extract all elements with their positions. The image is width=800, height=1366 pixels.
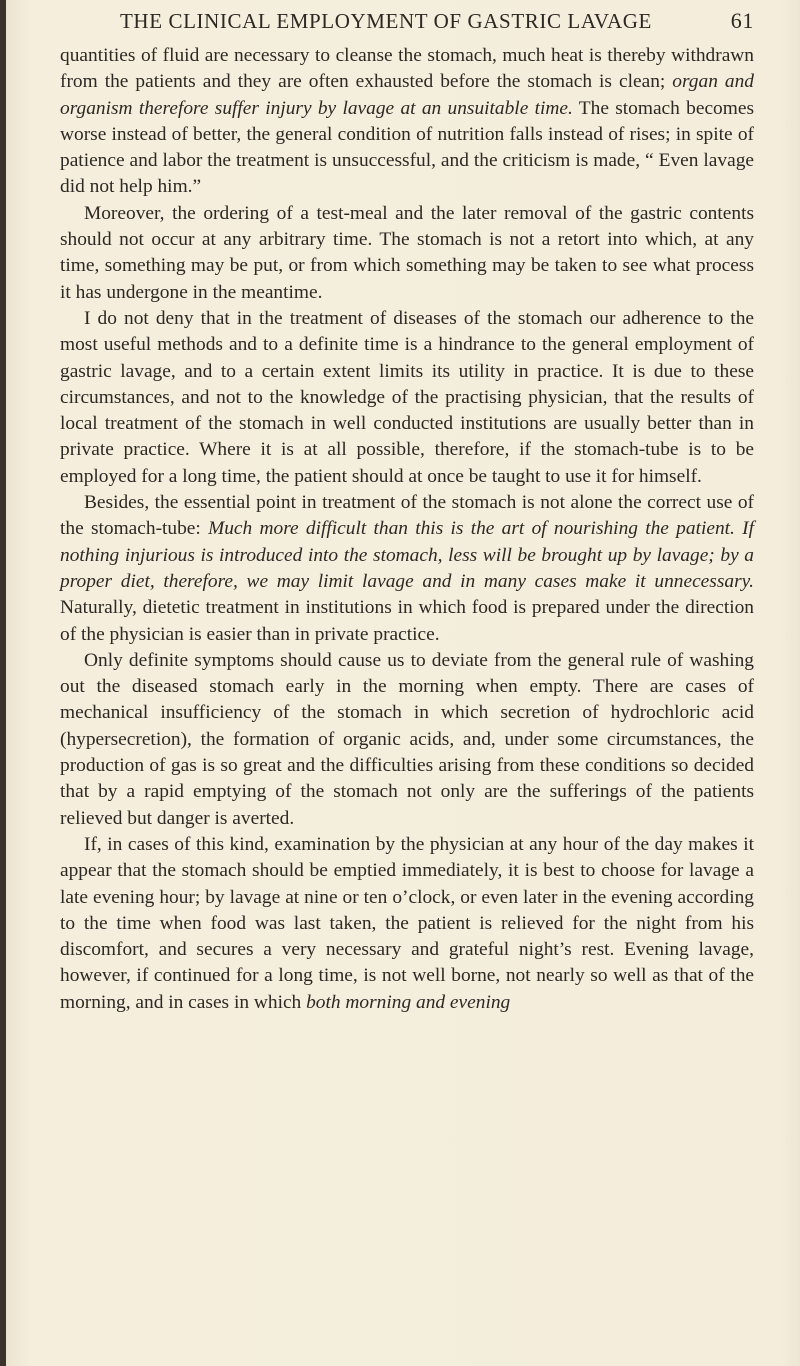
running-header bbox=[60, 8, 754, 34]
running-title: THE CLINICAL EMPLOYMENT OF GASTRIC LAVAGE bbox=[120, 9, 652, 33]
paragraph bbox=[60, 306, 754, 490]
paragraph bbox=[60, 832, 754, 1016]
paragraph-text: If, in cases of this kind, examination by the physician at any hour of the day makes it appear that the stomach should be emptied immediately, it is best to choose for lavage a late evening hour; by lavage at nine or ten o’clock, or even later in the evening according to the time when food was last taken, the patient is relieved for the night from his discomfort, and secures a very necessary and grateful night’s rest. Evening lavage, however, if continued for a long time, is not well borne, not nearly so well as that of the morning, and in cases in which bbox=[60, 833, 754, 1013]
emphasis-text: organ and organism therefore suffer injury by lavage at an unsuitable time. bbox=[60, 71, 754, 119]
paragraph-text: quantities of fluid are necessary to cleanse the stomach, much heat is thereby withdrawn from the patients and they are often exhausted before the stomach is clean; bbox=[60, 45, 754, 93]
paragraph-text: I do not deny that in the treatment of diseases of the stomach our adherence to the most useful methods and to a definite time is a hindrance to the general employment of gastric lavage, and to a certain extent limits its utility in practice. It is due to these circumstances, and not to the knowledge of the practising physician, that the results of local treatment of the stomach in well conducted institutions are usually better than in private practice. Where it is at all possible, therefore, if the stomach-tube is to be employed for a long time, the patient should at once be taught to use it for himself. bbox=[60, 307, 754, 487]
paragraph-text: The stomach becomes worse instead of better, the general condition of nutrition falls instead of rises; in spite of patience and labor the treatment is unsuccessful, and the criticism is made, “ Even lavage did not help him.” bbox=[60, 97, 754, 198]
body-text bbox=[60, 43, 754, 1016]
paragraph-text: Besides, the essential point in treatment of the stomach is not alone the correct use of the stomach-tube: bbox=[60, 492, 754, 540]
book-spine-edge bbox=[0, 0, 6, 1366]
page-number: 61 bbox=[730, 8, 754, 33]
paragraph-text: Only definite symptoms should cause us to deviate from the general rule of washing out the diseased stomach early in the morning when empty. There are cases of mechanical insufficiency of the stomach in which secretion of hydrochloric acid (hypersecretion), the formation of organic acids, and, under some circumstances, the production of gas is so great and the difficulties arising from these conditions so decided that by a rapid emptying of the stomach not only are the sufferings of the patients relieved but danger is averted. bbox=[60, 649, 754, 829]
paragraph bbox=[60, 201, 754, 306]
paragraph bbox=[60, 648, 754, 832]
paragraph-text: Naturally, dietetic treatment in institutions in which food is prepared under the direction of the physician is easier than in private practice. bbox=[60, 597, 754, 645]
paragraph bbox=[60, 490, 754, 648]
paragraph-text: Moreover, the ordering of a test-meal and the later removal of the gastric contents should not occur at any arbitrary time. The stomach is not a retort into which, at any time, something may be put, or from which something may be taken to see what process it has undergone in the meantime. bbox=[60, 202, 754, 303]
paragraph bbox=[60, 43, 754, 201]
emphasis-text: both morning and evening bbox=[306, 991, 511, 1013]
emphasis-text: Much more difficult than this is the art of nourishing the patient. If nothing injurious is introduced into the stomach, less will be brought up by lavage; by a proper diet, therefore, we may limit lavage and in many cases make it unnecessary. bbox=[60, 518, 754, 592]
